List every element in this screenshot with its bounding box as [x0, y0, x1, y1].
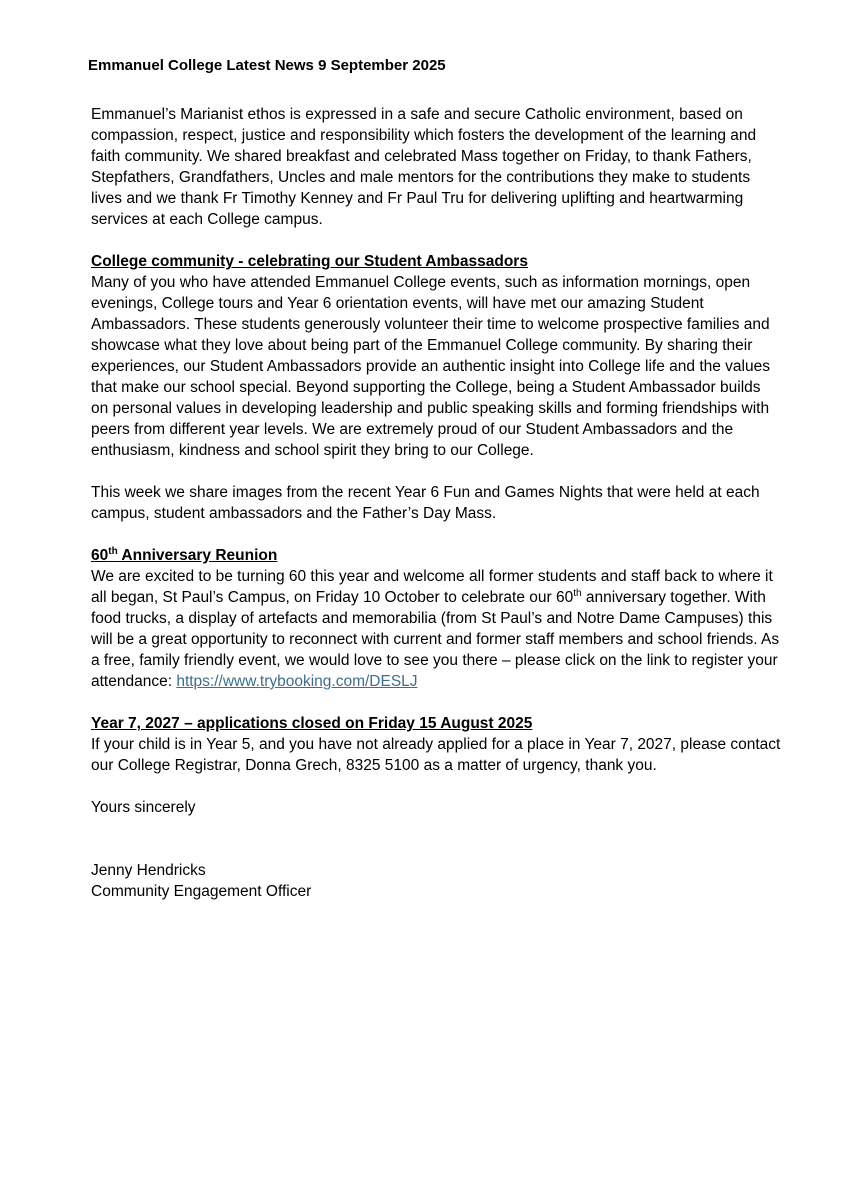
reunion-paragraph-ordinal: th: [573, 587, 582, 599]
document-title: Emmanuel College Latest News 9 September 2025: [88, 57, 446, 74]
images-note-paragraph: This week we share images from the recent Year 6 Fun and Games Nights that were held at each campus, student ambassadors and the Father’s Day Mass.: [91, 484, 760, 522]
ambassadors-section: [91, 251, 781, 461]
reunion-paragraph-part1: We are excited to be turning 60 this year and welcome all former students and staff back to where it all began, St Paul’s Campus, on Friday 10 October to celebrate our 60: [91, 568, 773, 606]
year7-heading: Year 7, 2027 – applications closed on Friday 15 August 2025: [91, 715, 533, 732]
closing-line: Yours sincerely: [91, 799, 196, 816]
intro-paragraph: Emmanuel’s Marianist ethos is expressed in a safe and secure Catholic environment, based on compassion, respect, justice and responsibility which fosters the development of the learning and faith community. We shared breakfast and celebrated Mass together on Friday, to thank Fathers, Stepfathers, Grandfathers, Uncles and male mentors for the contributions they make to students lives and we thank Fr Timothy Kenney and Fr Paul Tru for delivering uplifting and heartwarming services at each College campus.: [91, 106, 757, 228]
year7-paragraph: If your child is in Year 5, and you have not already applied for a place in Year 7, 2027, please contact our College Registrar, Donna Grech, 8325 5100 as a matter of urgency, thank you.: [91, 736, 781, 774]
reunion-heading: [91, 547, 277, 564]
document-body: [91, 104, 781, 902]
reunion-heading-text: Anniversary Reunion: [117, 547, 278, 564]
signature-role: Community Engagement Officer: [91, 883, 312, 900]
ambassadors-paragraph: Many of you who have attended Emmanuel College events, such as information mornings, open evenings, College tours and Year 6 orientation events, will have met our amazing Student Ambassadors. These students generously volunteer their time to welcome prospective families and showcase what they love about being part of the Emmanuel College community. By sharing their experiences, our Student Ambassadors provide an authentic insight into College life and the values that make our school special. Beyond supporting the College, being a Student Ambassador builds on personal values in developing leadership and public speaking skills and forming friendships with peers from different year levels. We are extremely proud of our Student Ambassadors and the enthusiasm, kindness and school spirit they bring to our College.: [91, 274, 770, 459]
registration-link[interactable]: https://www.trybooking.com/DESLJ: [176, 673, 418, 690]
reunion-paragraph-part2: anniversary together. With food trucks, a display of artefacts and memorabilia (from St Paul’s and Notre Dame Campuses) this will be a great opportunity to reconnect with current and former staff members and school friends. As a free, family friendly event, we would love to see you there – please click on the link to register your attendance:: [91, 589, 780, 690]
reunion-heading-ordinal: th: [108, 545, 118, 557]
reunion-section: [91, 545, 781, 692]
signature-name: Jenny Hendricks: [91, 862, 206, 879]
reunion-heading-number: 60: [91, 547, 109, 564]
year7-section: [91, 713, 781, 776]
ambassadors-heading: College community - celebrating our Student Ambassadors: [91, 253, 528, 270]
